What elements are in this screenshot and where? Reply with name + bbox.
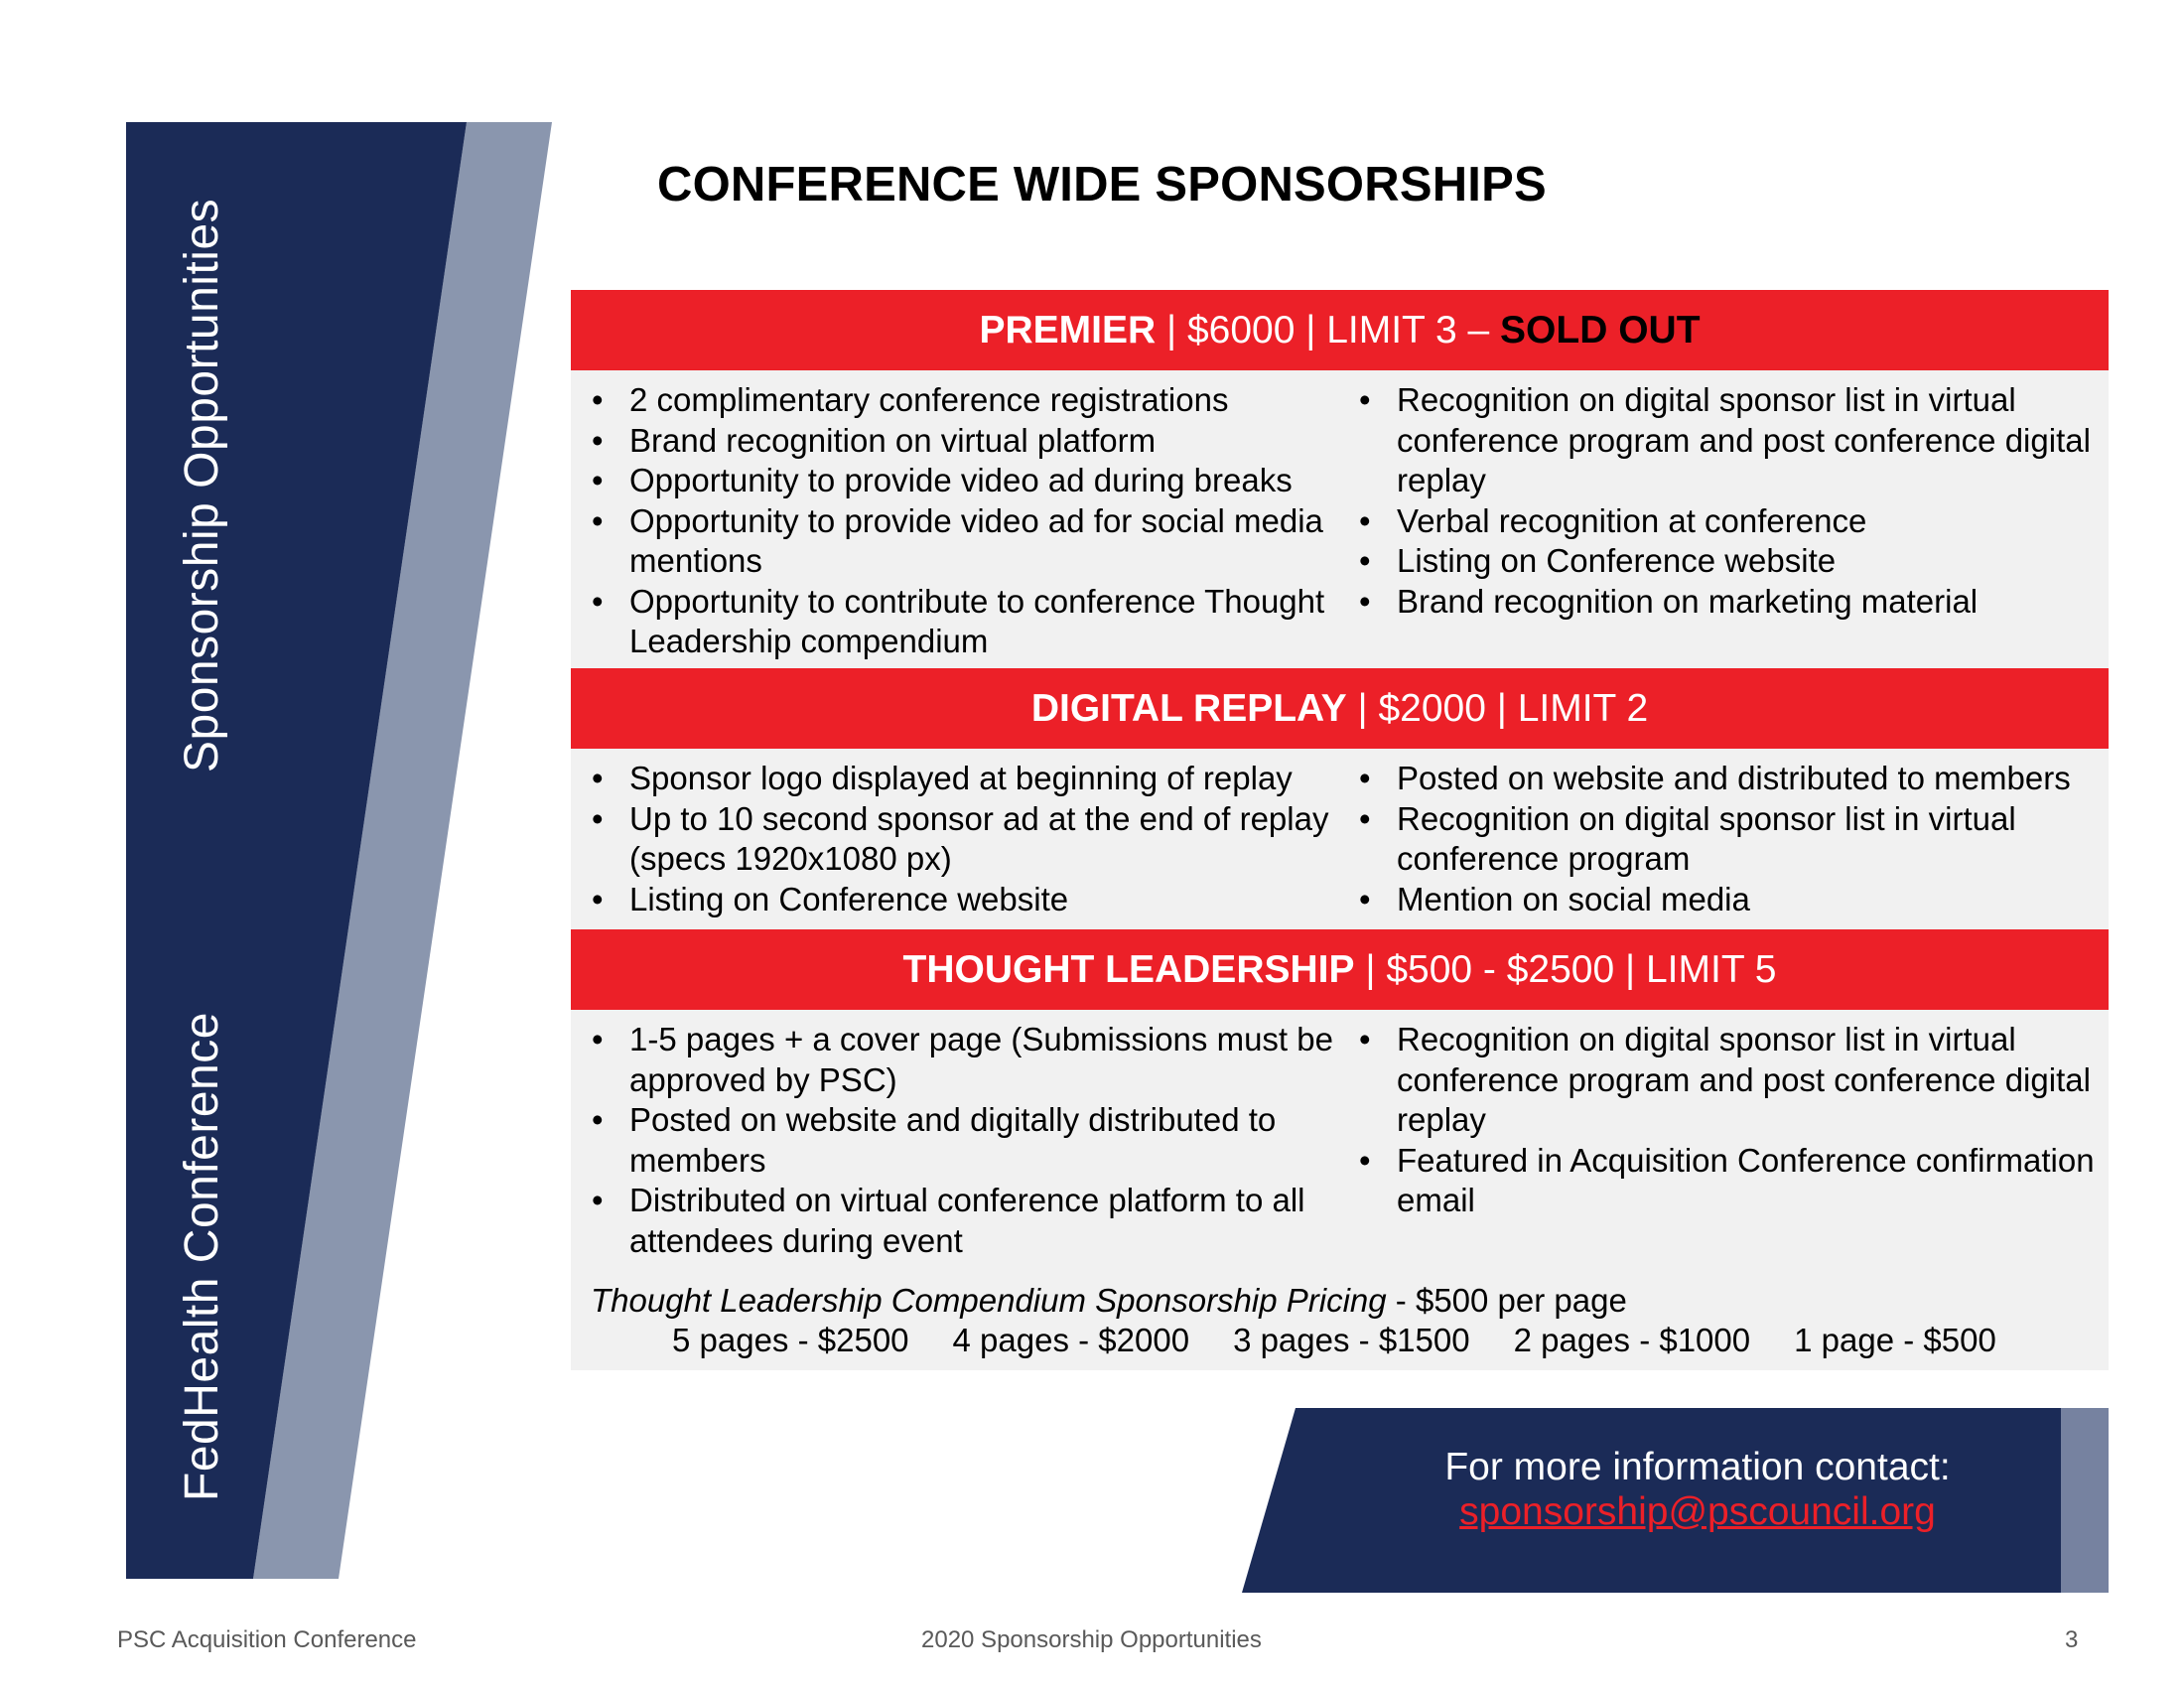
tier-details: | $2000 | LIMIT 2 <box>1346 686 1649 730</box>
compendium-pricing <box>591 1281 1627 1321</box>
list-item: • Distributed on virtual conference platform to all attendees during event <box>589 1181 1333 1261</box>
page-number: 3 <box>2065 1626 2079 1653</box>
pricing-option: 1 page - $500 <box>1794 1322 1996 1358</box>
tier-body-premier <box>571 370 2109 668</box>
list-item: • Listing on Conference website <box>1356 541 2101 582</box>
compendium-options <box>672 1321 1996 1360</box>
page-title: CONFERENCE WIDE SPONSORSHIPS <box>657 158 1547 211</box>
sidebar-bottom-label: FedHealth Conference <box>176 1012 228 1501</box>
sidebar-top-label: Sponsorship Opportunities <box>176 198 228 773</box>
tier-body-thought-leadership <box>571 1010 2109 1370</box>
footer-left: PSC Acquisition Conference <box>117 1626 417 1653</box>
benefit-list-right <box>1356 380 2101 622</box>
benefit-list-right <box>1356 759 2101 919</box>
list-item: • Listing on Conference website <box>589 880 1333 920</box>
tier-header-digital-replay <box>571 668 2109 749</box>
contact-email-link[interactable]: sponsorship@pscouncil.org <box>1459 1490 1936 1533</box>
compendium-rate: - $500 per page <box>1386 1282 1627 1319</box>
list-item: • 2 complimentary conference registrations <box>589 380 1333 421</box>
list-item: • Opportunity to contribute to conference Thought Leadership compendium <box>589 582 1333 662</box>
benefit-list-left <box>589 1020 1333 1261</box>
tier-name: PREMIER <box>979 308 1157 352</box>
list-item: • Posted on website and digitally distributed to members <box>589 1100 1333 1181</box>
list-item: • Brand recognition on marketing material <box>1356 582 2101 623</box>
tier-details: | $500 - $2500 | LIMIT 5 <box>1354 947 1777 991</box>
pricing-option: 2 pages - $1000 <box>1513 1322 1751 1358</box>
list-item: • Recognition on digital sponsor list in virtual conference program <box>1356 799 2101 880</box>
sold-out-badge: SOLD OUT <box>1500 308 1701 352</box>
contact-email-wrapper <box>1281 1489 2115 1535</box>
compendium-label: Thought Leadership Compendium Sponsorship Pricing <box>591 1282 1387 1319</box>
benefit-list-right <box>1356 1020 2101 1221</box>
contact-prompt: For more information contact: <box>1444 1446 1951 1488</box>
footer-center: 2020 Sponsorship Opportunities <box>921 1626 1262 1653</box>
pricing-option: 4 pages - $2000 <box>952 1322 1190 1358</box>
benefit-list-left <box>589 380 1333 662</box>
list-item: • Recognition on digital sponsor list in virtual conference program and post conference digital replay <box>1356 1020 2101 1141</box>
list-item: • Recognition on digital sponsor list in virtual conference program and post conference digital replay <box>1356 380 2101 501</box>
list-item: • Verbal recognition at conference <box>1356 501 2101 542</box>
list-item: • 1-5 pages + a cover page (Submissions must be approved by PSC) <box>589 1020 1333 1100</box>
list-item: • Sponsor logo displayed at beginning of replay <box>589 759 1333 799</box>
benefit-list-left <box>589 759 1333 919</box>
list-item: • Up to 10 second sponsor ad at the end of replay (specs 1920x1080 px) <box>589 799 1333 880</box>
list-item: • Brand recognition on virtual platform <box>589 421 1333 462</box>
list-item: • Featured in Acquisition Conference confirmation email <box>1356 1141 2101 1221</box>
list-item: • Mention on social media <box>1356 880 2101 920</box>
tier-name: DIGITAL REPLAY <box>1030 686 1347 730</box>
pricing-option: 5 pages - $2500 <box>672 1322 909 1358</box>
tier-body-digital-replay <box>571 749 2109 929</box>
list-item: • Opportunity to provide video ad during breaks <box>589 461 1333 501</box>
pricing-option: 3 pages - $1500 <box>1233 1322 1470 1358</box>
tier-name: THOUGHT LEADERSHIP <box>902 947 1355 991</box>
list-item: • Posted on website and distributed to members <box>1356 759 2101 799</box>
tier-header-thought-leadership <box>571 929 2109 1010</box>
tier-header-premier <box>571 290 2109 370</box>
tier-details: | $6000 | LIMIT 3 – <box>1156 308 1501 352</box>
list-item: • Opportunity to provide video ad for social media mentions <box>589 501 1333 582</box>
